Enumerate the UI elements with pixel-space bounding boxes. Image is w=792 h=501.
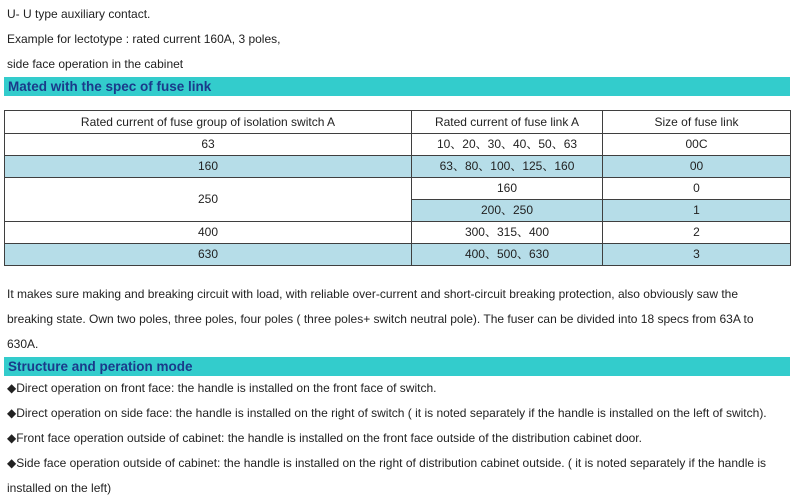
cell-link-current: 400、500、630 (412, 244, 603, 266)
table-row (5, 244, 791, 266)
intro-line-1: U- U type auxiliary contact. (7, 7, 151, 21)
fuse-spec-table (4, 110, 791, 266)
cell-switch-current: 160 (5, 156, 412, 178)
cell-link-current: 200、250 (412, 200, 603, 222)
intro-line-3: side face operation in the cabinet (7, 57, 184, 71)
table-row (5, 134, 791, 156)
cell-link-size: 3 (603, 244, 791, 266)
cell-link-current: 10、20、30、40、50、63 (412, 134, 603, 156)
table-row (5, 156, 791, 178)
table-row (5, 222, 791, 244)
cell-switch-current: 250 (5, 178, 412, 222)
cell-link-size: 00C (603, 134, 791, 156)
cell-switch-current: 63 (5, 134, 412, 156)
table-row (5, 178, 791, 200)
section-heading-fuse-spec: Mated with the spec of fuse link (4, 77, 790, 96)
column-header-link-size: Size of fuse link (603, 111, 791, 134)
mode-item-side-outside: ◆Side face operation outside of cabinet: the handle is installed on the right of distribution cabinet outside. ( it is noted separately if the handle is (7, 456, 767, 470)
mode-item-front-outside: ◆Front face operation outside of cabinet: the handle is installed on the front face outside of the distribution cabinet door. (7, 431, 642, 445)
cell-link-size: 00 (603, 156, 791, 178)
description-line-2: breaking state. Own two poles, three poles, four poles ( three poles+ switch neutral pole). The fuser can be divided into 18 specs from 63A to (7, 312, 754, 326)
cell-link-current: 300、315、400 (412, 222, 603, 244)
column-header-switch-current: Rated current of fuse group of isolation switch A (5, 111, 412, 134)
cell-link-size: 0 (603, 178, 791, 200)
mode-item-front-face: ◆Direct operation on front face: the handle is installed on the front face of switch. (7, 381, 437, 395)
cell-link-current: 160 (412, 178, 603, 200)
cell-switch-current: 630 (5, 244, 412, 266)
description-line-3: 630A. (7, 337, 39, 351)
column-header-link-current: Rated current of fuse link A (412, 111, 603, 134)
mode-item-side-face: ◆Direct operation on side face: the handle is installed on the right of switch ( it is noted separately if the handle is installed on the left of switch). (7, 406, 767, 420)
mode-item-side-outside-continued: installed on the left) (7, 481, 112, 495)
cell-switch-current: 400 (5, 222, 412, 244)
description-line-1: It makes sure making and breaking circuit with load, with reliable over-current and short-circuit breaking protection, also obviously saw the (7, 287, 739, 301)
section-heading-structure: Structure and peration mode (4, 357, 790, 376)
table-header-row (5, 111, 791, 134)
cell-link-size: 1 (603, 200, 791, 222)
cell-link-current: 63、80、100、125、160 (412, 156, 603, 178)
intro-line-2: Example for lectotype : rated current 160A, 3 poles, (7, 32, 281, 46)
cell-link-size: 2 (603, 222, 791, 244)
